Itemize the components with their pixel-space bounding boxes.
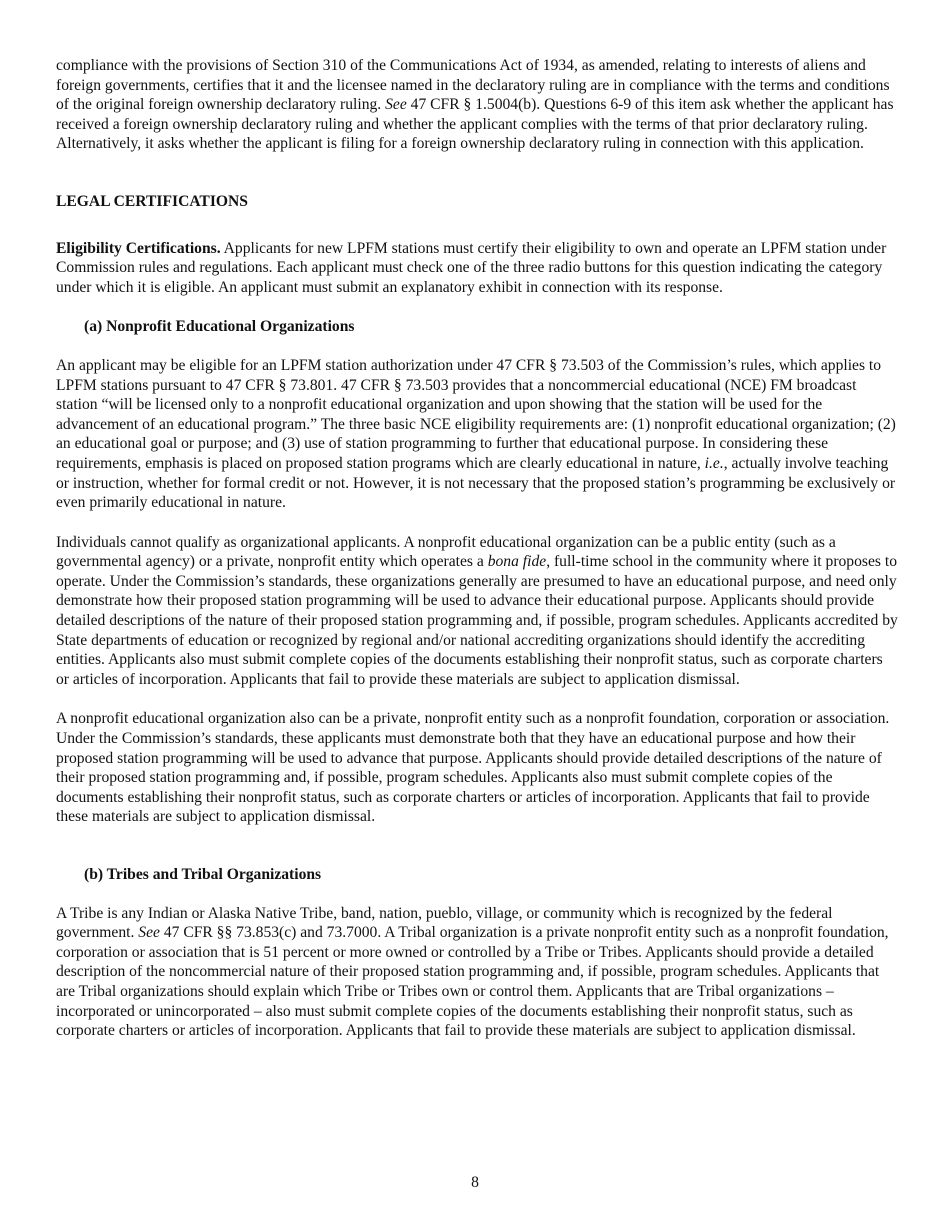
page-number: 8 (471, 1174, 479, 1191)
document-page (56, 56, 898, 1041)
nonprofit-paragraph-1: An applicant may be eligible for an LPFM station authorization under 47 CFR § 73.503 of the Commission’s rules, which applies to LPFM stations pursuant to 47 CFR § 73.801. 47 CFR § 73.503 provides that a noncommercial educational (NCE) FM broadcast station “will be licensed only to a nonprofit educational organization and upon showing that the station will be used for the advancement of an educational program.” The three basic NCE eligibility requirements are: (1) nonprofit educational organization; (2) an educational goal or purpose; and (3) use of station programming to further that educational purpose. In considering these requirements, emphasis is placed on proposed station programs which are clearly educational in nature, i.e., actually involve teaching or instruction, whether for formal credit or not. However, it is not necessary that the proposed station’s programming be exclusively or even primarily educational in nature. (56, 356, 896, 512)
nonprofit-paragraph-3: A nonprofit educational organization also can be a private, nonprofit entity such as a nonprofit foundation, corporation or association. Under the Commission’s standards, these applicants must demonstrate both that they have an educational purpose and how their proposed station programming will be used to advance that purpose. Applicants should provide detailed descriptions of the nature of their proposed station programming and, if possible, program schedules. Applicants also must submit complete copies of the documents establishing their nonprofit status, such as corporate charters or articles of incorporation. Applicants that fail to provide these materials are subject to application dismissal. (56, 710, 890, 826)
intro-paragraph: compliance with the provisions of Section 310 of the Communications Act of 1934, as amended, relating to interests of aliens and foreign governments, certifies that it and the licensee named in the declaratory ruling are in compliance with the terms and conditions of the original foreign ownership declaratory ruling. See 47 CFR § 1.5004(b). Questions 6-9 of this item ask whether the applicant has received a foreign ownership declaratory ruling and whether the applicant complies with the terms of that prior declaratory ruling. Alternatively, it asks whether the applicant is filing for a foreign ownership declaratory ruling in connection with this application. (56, 57, 894, 153)
nonprofit-educational-subheading: (a) Nonprofit Educational Organizations (84, 318, 355, 336)
nonprofit-paragraph-2: Individuals cannot qualify as organizational applicants. A nonprofit educational organization can be a public entity (such as a governmental agency) or a private, nonprofit entity which operates a bona fide, full-time school in the community where it proposes to operate. Under the Commission’s standards, these organizations generally are presumed to have an educational purpose, and need only demonstrate how their proposed station programming will be used to advance their educational purpose. Applicants should provide detailed descriptions of the nature of their proposed station programming and, if possible, program schedules. Applicants accredited by State departments of education or recognized by regional and/or national accrediting organizations should identify the accrediting entities. Applicants also must submit complete copies of the documents establishing their nonprofit status, such as corporate charters or articles of incorporation. Applicants that fail to provide these materials are subject to application dismissal. (56, 533, 898, 688)
tribes-subheading: (b) Tribes and Tribal Organizations (84, 866, 322, 883)
legal-certifications-heading: LEGAL CERTIFICATIONS (56, 192, 248, 210)
tribes-paragraph: A Tribe is any Indian or Alaska Native Tribe, band, nation, pueblo, village, or community which is recognized by the federal government. See 47 CFR §§ 73.853(c) and 73.7000. A Tribal organization is a private nonprofit entity such as a nonprofit foundation, corporation or association that is 51 percent or more owned or controlled by a Tribe or Tribes. Applicants should provide a detailed description of the noncommercial nature of their proposed station programming and, if possible, program schedules. Applicants that are Tribal organizations should explain which Tribe or Tribes own or control them. Applicants that are Tribal organizations – incorporated or unincorporated – also must submit complete copies of the documents establishing their nonprofit status, such as corporate charters or articles of incorporation. Applicants that fail to provide these materials are subject to application dismissal. (56, 904, 889, 1040)
eligibility-paragraph: Eligibility Certifications. Applicants for new LPFM stations must certify their eligibility to own and operate an LPFM station under Commission rules and regulations. Each applicant must check one of the three radio buttons for this question indicating the category under which it is eligible. An applicant must submit an explanatory exhibit in connection with its response. (56, 239, 887, 296)
